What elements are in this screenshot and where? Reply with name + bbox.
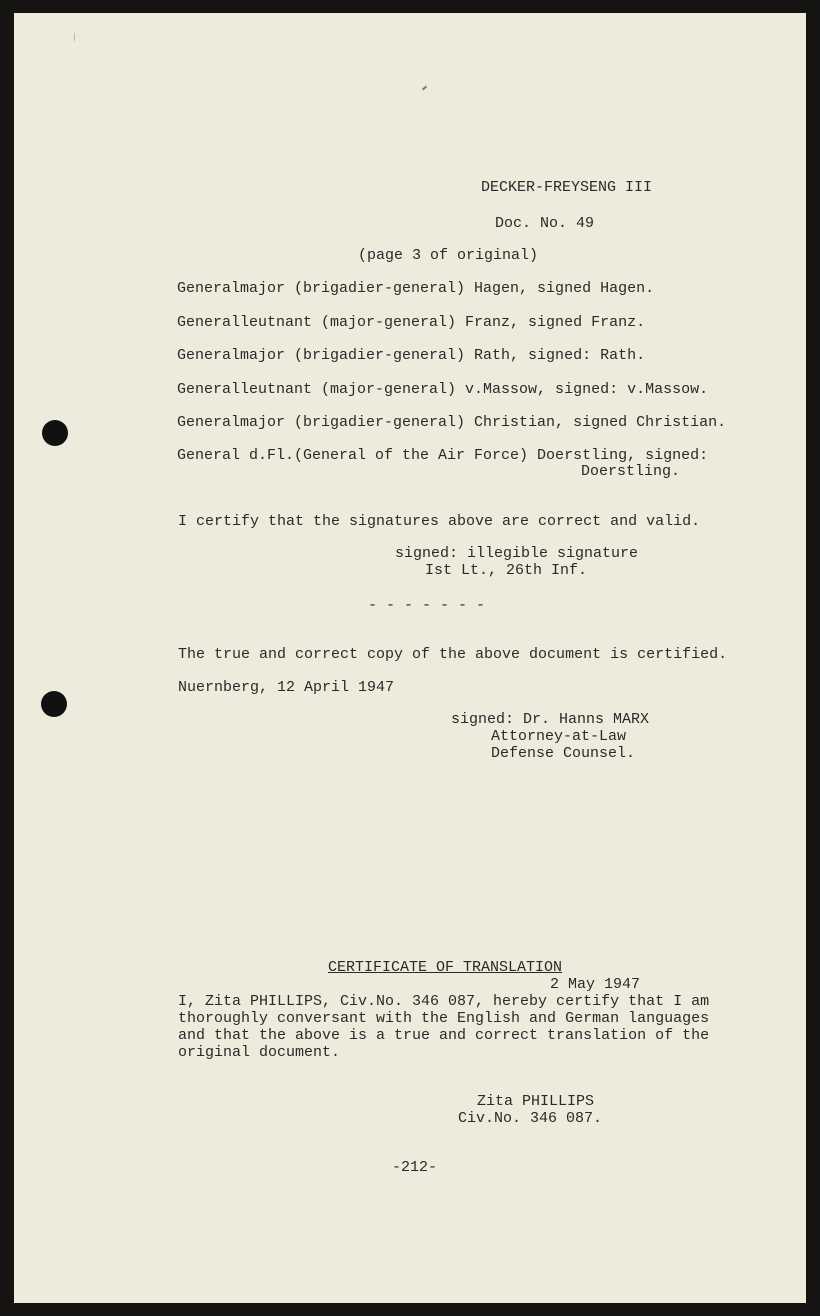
speck-mark <box>422 86 427 91</box>
signature-line: Generalmajor (brigadier-general) Rath, signed: Rath. <box>177 347 646 364</box>
translation-date: 2 May 1947 <box>550 976 641 993</box>
signature-line-continued: Doerstling. <box>581 463 681 480</box>
translation-line: I, Zita PHILLIPS, Civ.No. 346 087, hereby certify that I am <box>178 993 710 1010</box>
translator-name: Zita PHILLIPS <box>477 1093 595 1110</box>
signature-line: Generalmajor (brigadier-general) Hagen, signed Hagen. <box>177 280 655 297</box>
translator-civ-no: Civ.No. 346 087. <box>458 1110 603 1127</box>
copy-signed: signed: Dr. Hanns MARX <box>451 711 650 728</box>
place-date: Nuernberg, 12 April 1947 <box>178 679 395 696</box>
speck-mark <box>74 33 75 41</box>
separator-dashes: - - - - - - - <box>368 597 486 614</box>
page-note: (page 3 of original) <box>358 247 539 264</box>
page-number: -212- <box>392 1159 438 1176</box>
certify-rank: Ist Lt., 26th Inf. <box>425 562 588 579</box>
translation-line: thoroughly conversant with the English and German languages <box>178 1010 710 1027</box>
document-number: Doc. No. 49 <box>495 215 595 232</box>
punch-hole-top <box>42 420 68 446</box>
copy-title-attorney: Attorney-at-Law <box>491 728 627 745</box>
punch-hole-bottom <box>41 691 67 717</box>
copy-title-counsel: Defense Counsel. <box>491 745 636 762</box>
certify-signed: signed: illegible signature <box>395 545 639 562</box>
signature-line: General d.Fl.(General of the Air Force) Doerstling, signed: <box>177 447 709 464</box>
case-reference: DECKER-FREYSENG III <box>481 179 653 196</box>
translation-line: and that the above is a true and correct translation of the <box>178 1027 710 1044</box>
certify-statement: I certify that the signatures above are correct and valid. <box>178 513 701 530</box>
translation-line: original document. <box>178 1044 341 1061</box>
translation-heading: CERTIFICATE OF TRANSLATION <box>328 959 563 976</box>
signature-line: Generalleutnant (major-general) Franz, signed Franz. <box>177 314 646 331</box>
document-page <box>14 13 806 1303</box>
signature-line: Generalmajor (brigadier-general) Christian, signed Christian. <box>177 414 727 431</box>
signature-line: Generalleutnant (major-general) v.Massow, signed: v.Massow. <box>177 381 709 398</box>
copy-certify-statement: The true and correct copy of the above document is certified. <box>178 646 728 663</box>
